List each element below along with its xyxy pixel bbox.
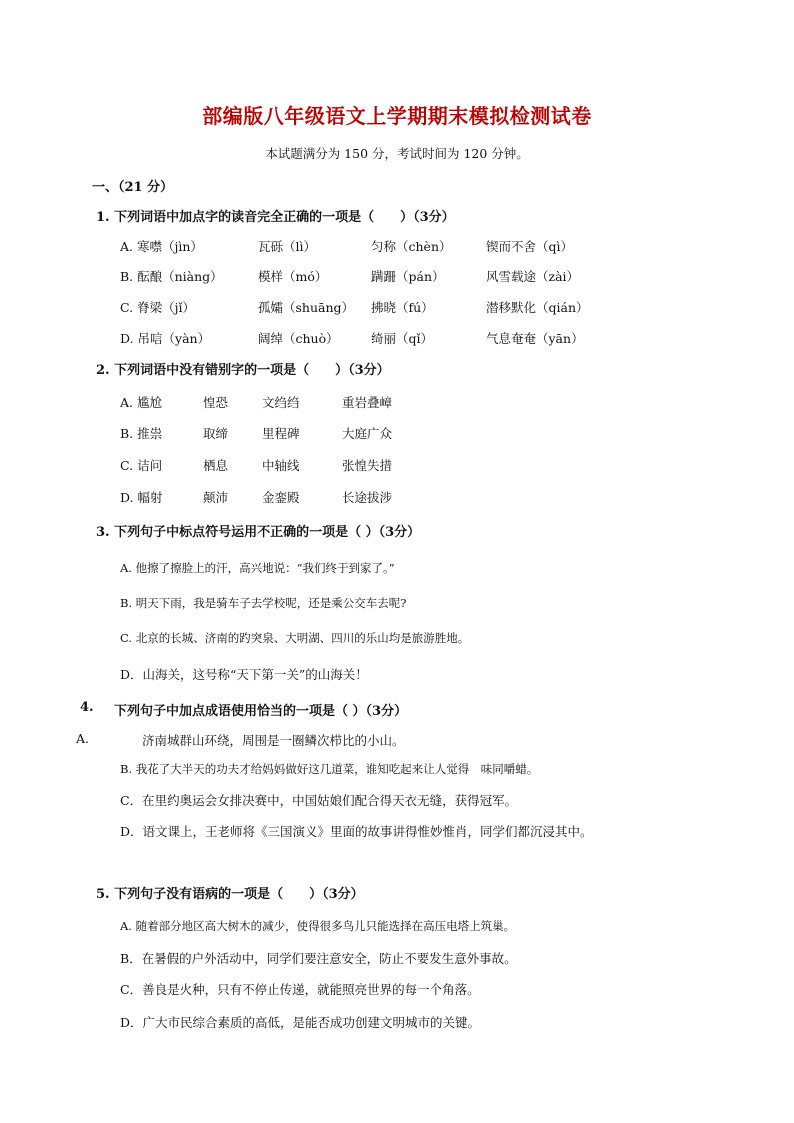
- question-1-stem: 1. 下列词语中加点字的读音完全正确的一项是（ ）（3分）: [96, 210, 455, 225]
- question-4-number: 4.: [80, 700, 94, 715]
- q1-b-4: 风雪载途（zài）: [486, 269, 580, 284]
- q3-option-b: B. 明天下雨，我是骑车子去学校呢，还是乘公交车去呢?: [120, 596, 407, 610]
- q2-c-1: C. 诘问: [120, 458, 163, 473]
- q2-a-2: 惶恐: [203, 395, 229, 410]
- q1-b-1: B. 酝酿（niàng）: [120, 269, 223, 284]
- q2-b-2: 取缔: [203, 426, 229, 441]
- q1-d-4: 气息奄奄（yān）: [486, 331, 584, 346]
- q2-c-3: 中轴线: [262, 458, 300, 473]
- q1-d-3: 绮丽（qǐ）: [371, 331, 433, 346]
- q2-b-4: 大庭广众: [342, 426, 393, 441]
- q1-b-2: 模样（mó）: [258, 269, 328, 284]
- q1-d-1: D. 吊唁（yàn）: [120, 331, 211, 346]
- q1-c-2: 孤孀（shuāng）: [258, 300, 355, 315]
- q1-a-1: A. 寒噤（jìn）: [120, 239, 203, 254]
- q4-option-a-label: A.: [76, 731, 90, 746]
- q5-option-d: D．广大市民综合素质的高低，是能否成功创建文明城市的关键。: [120, 1015, 481, 1030]
- page-title: 部编版八年级语文上学期期末模拟检测试卷: [202, 104, 592, 128]
- q4-option-d: D．语文课上，王老师将《三国演义》里面的故事讲得惟妙惟肖，同学们都沉浸其中。: [120, 824, 593, 839]
- q3-option-a: A. 他擦了擦脸上的汗，高兴地说：“我们终于到家了。”: [120, 561, 395, 575]
- q1-c-1: C. 脊梁（jǐ）: [120, 300, 195, 315]
- q1-a-4: 锲而不舍（qì）: [486, 239, 573, 254]
- q2-b-1: B. 推祟: [120, 426, 163, 441]
- question-4-stem: 下列句子中加点成语使用恰当的一项是（ ）（3分）: [114, 704, 408, 719]
- q1-b-3: 蹒跚（pán）: [371, 269, 445, 284]
- q2-a-1: A. 尴尬: [120, 395, 162, 410]
- q3-option-d: D．山海关，这号称“天下第一关”的山海关！: [120, 667, 368, 682]
- q2-d-1: D. 幅射: [120, 490, 163, 505]
- q3-option-c: C. 北京的长城、济南的趵突泉、大明湖、四川的乐山均是旅游胜地。: [120, 631, 470, 645]
- q4-option-c: C．在里约奥运会女排决赛中，中国姑娘们配合得天衣无缝，获得冠军。: [120, 793, 518, 808]
- q2-d-4: 长途拔涉: [342, 490, 393, 505]
- q2-c-2: 栖息: [203, 458, 229, 473]
- q4-option-b: B. 我花了大半天的功夫才给妈妈做好这几道菜，谁知吃起来让人觉得 味同嚼蜡。: [120, 762, 539, 776]
- section-heading: 一、（21 分）: [92, 180, 174, 195]
- q5-option-a: A. 随着部分地区高大树木的减少，使得很多鸟儿只能选择在高压电塔上筑巢。: [120, 919, 516, 933]
- q2-a-4: 重岩叠嶂: [342, 395, 393, 410]
- q2-d-2: 颠沛: [203, 490, 229, 505]
- q4-option-a: 济南城群山环绕，周围是一圈鳞次栉比的小山。: [142, 733, 405, 748]
- question-2-stem: 2. 下列词语中没有错别字的一项是（ ）（3分）: [96, 363, 390, 378]
- q1-c-3: 拂晓（fú）: [371, 300, 434, 315]
- q1-a-2: 瓦砾（lì）: [258, 239, 316, 254]
- q1-d-2: 阔绰（chuò）: [258, 331, 339, 346]
- q2-b-3: 里程碑: [262, 426, 300, 441]
- q2-c-4: 张惶失措: [342, 458, 393, 473]
- q5-option-b: B．在暑假的户外活动中，同学们要注意安全，防止不要发生意外事故。: [120, 951, 517, 966]
- question-3-stem: 3. 下列句子中标点符号运用不正确的一项是（ ）（3分）: [96, 525, 421, 540]
- q5-option-c: C．善良是火种，只有不停止传递，就能照亮世界的每一个角落。: [120, 982, 480, 997]
- q1-a-3: 匀称（chèn）: [371, 239, 452, 254]
- exam-info: 本试题满分为 150 分，考试时间为 120 分钟。: [265, 146, 529, 161]
- q2-a-3: 文绉绉: [262, 395, 300, 410]
- question-5-stem: 5. 下列句子没有语病的一项是（ ）（3分）: [96, 887, 364, 902]
- q1-c-4: 潜移默化（qián）: [486, 300, 589, 315]
- q2-d-3: 金銮殿: [262, 490, 300, 505]
